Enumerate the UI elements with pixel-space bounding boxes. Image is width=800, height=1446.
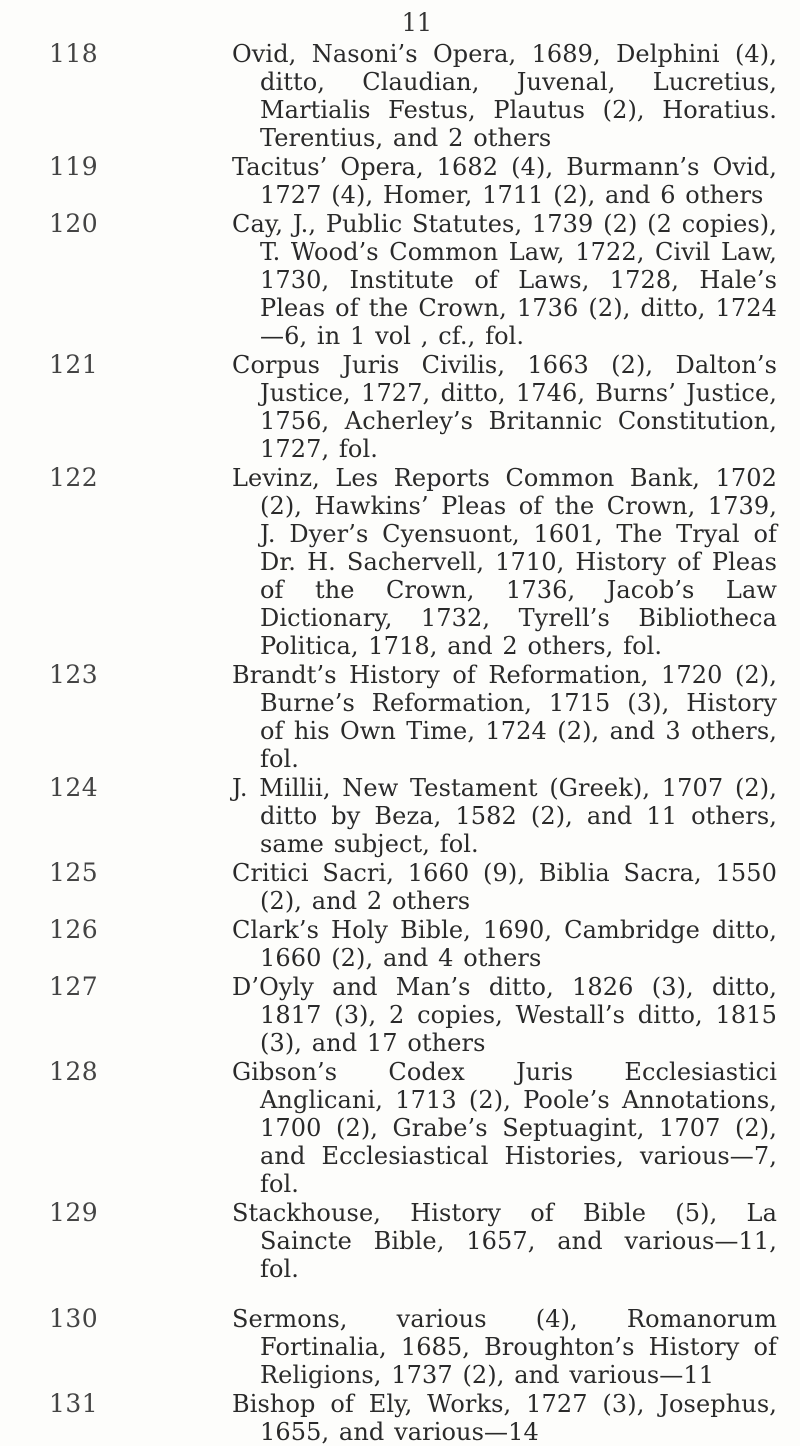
- lot-entry: [0, 1305, 800, 1389]
- lot-entry: [0, 210, 800, 350]
- lot-entry: [0, 973, 800, 1057]
- lot-number: 131: [49, 1389, 99, 1418]
- lot-number: 121: [49, 350, 99, 379]
- lot-entry: [0, 1058, 800, 1198]
- lot-number: 130: [49, 1304, 99, 1333]
- lot-description: Gibson’s Codex Juris Ecclesiastici Anglicani, 1713 (2), Poole’s Annotations, 1700 (2), Grabe’s Septuagint, 1707 (2), and Ecclesiastical Histories, various—7, fol.: [232, 1058, 777, 1198]
- lot-description: Clark’s Holy Bible, 1690, Cambridge ditto, 1660 (2), and 4 others: [232, 916, 777, 972]
- lot-description: Ovid, Nasoni’s Opera, 1689, Delphini (4), ditto, Claudian, Juvenal, Lucretius, Martialis Festus, Plautus (2), Horatius. Terentius, and 2 others: [232, 40, 777, 152]
- lot-description: Corpus Juris Civilis, 1663 (2), Dalton’s Justice, 1727, ditto, 1746, Burns’ Justice, 1756, Acherley’s Britannic Constitution, 1727, fol.: [232, 351, 777, 463]
- lot-description: D’Oyly and Man’s ditto, 1826 (3), ditto, 1817 (3), 2 copies, Westall’s ditto, 1815 (3), and 17 others: [232, 973, 777, 1057]
- lot-number: 122: [49, 463, 99, 492]
- lot-entry: [0, 40, 800, 152]
- lot-entry: [0, 351, 800, 463]
- lot-description: Tacitus’ Opera, 1682 (4), Burmann’s Ovid, 1727 (4), Homer, 1711 (2), and 6 others: [232, 153, 777, 209]
- lot-number: 125: [49, 858, 99, 887]
- lot-list: [0, 40, 800, 1446]
- lot-description: Stackhouse, History of Bible (5), La Saincte Bible, 1657, and various—11, fol.: [232, 1199, 777, 1283]
- lot-number: 120: [49, 209, 99, 238]
- lot-entry: [0, 916, 800, 972]
- lot-entry: [0, 464, 800, 660]
- lot-description: Bishop of Ely, Works, 1727 (3), Josephus, 1655, and various—14: [232, 1390, 777, 1446]
- lot-description: Critici Sacri, 1660 (9), Biblia Sacra, 1550 (2), and 2 others: [232, 859, 777, 915]
- lot-entry: [0, 153, 800, 209]
- lot-number: 127: [49, 972, 99, 1001]
- lot-number: 119: [49, 152, 99, 181]
- lot-description: Brandt’s History of Reformation, 1720 (2), Burne’s Reformation, 1715 (3), History of his Own Time, 1724 (2), and 3 others, fol.: [232, 661, 777, 773]
- lot-entry: [0, 661, 800, 773]
- lot-description: Cay, J., Public Statutes, 1739 (2) (2 copies), T. Wood’s Common Law, 1722, Civil Law, 1730, Institute of Laws, 1728, Hale’s Pleas of the Crown, 1736 (2), ditto, 1724—6, in 1 vol , cf., fol.: [232, 210, 777, 350]
- lot-description: J. Millii, New Testament (Greek), 1707 (2), ditto by Beza, 1582 (2), and 11 others, same subject, fol.: [232, 774, 777, 858]
- lot-description: Sermons, various (4), Romanorum Fortinalia, 1685, Broughton’s History of Religions, 1737 (2), and various—11: [232, 1305, 777, 1389]
- lot-number: 126: [49, 915, 99, 944]
- lot-number: 129: [49, 1198, 99, 1227]
- lot-entry: [0, 774, 800, 858]
- page-number: 11: [401, 8, 433, 37]
- lot-entry: [0, 1390, 800, 1446]
- lot-entry: [0, 1199, 800, 1283]
- lot-description: Levinz, Les Reports Common Bank, 1702 (2), Hawkins’ Pleas of the Crown, 1739, J. Dyer’s Cyensuont, 1601, The Tryal of Dr. H. Sachervell, 1710, History of Pleas of the Crown, 1736, Jacob’s Law Dictionary, 1732, Tyrell’s Bibliotheca Politica, 1718, and 2 others, fol.: [232, 464, 777, 660]
- lot-number: 123: [49, 660, 99, 689]
- lot-number: 124: [49, 773, 99, 802]
- lot-number: 128: [49, 1057, 99, 1086]
- lot-entry: [0, 859, 800, 915]
- lot-number: 118: [49, 39, 99, 68]
